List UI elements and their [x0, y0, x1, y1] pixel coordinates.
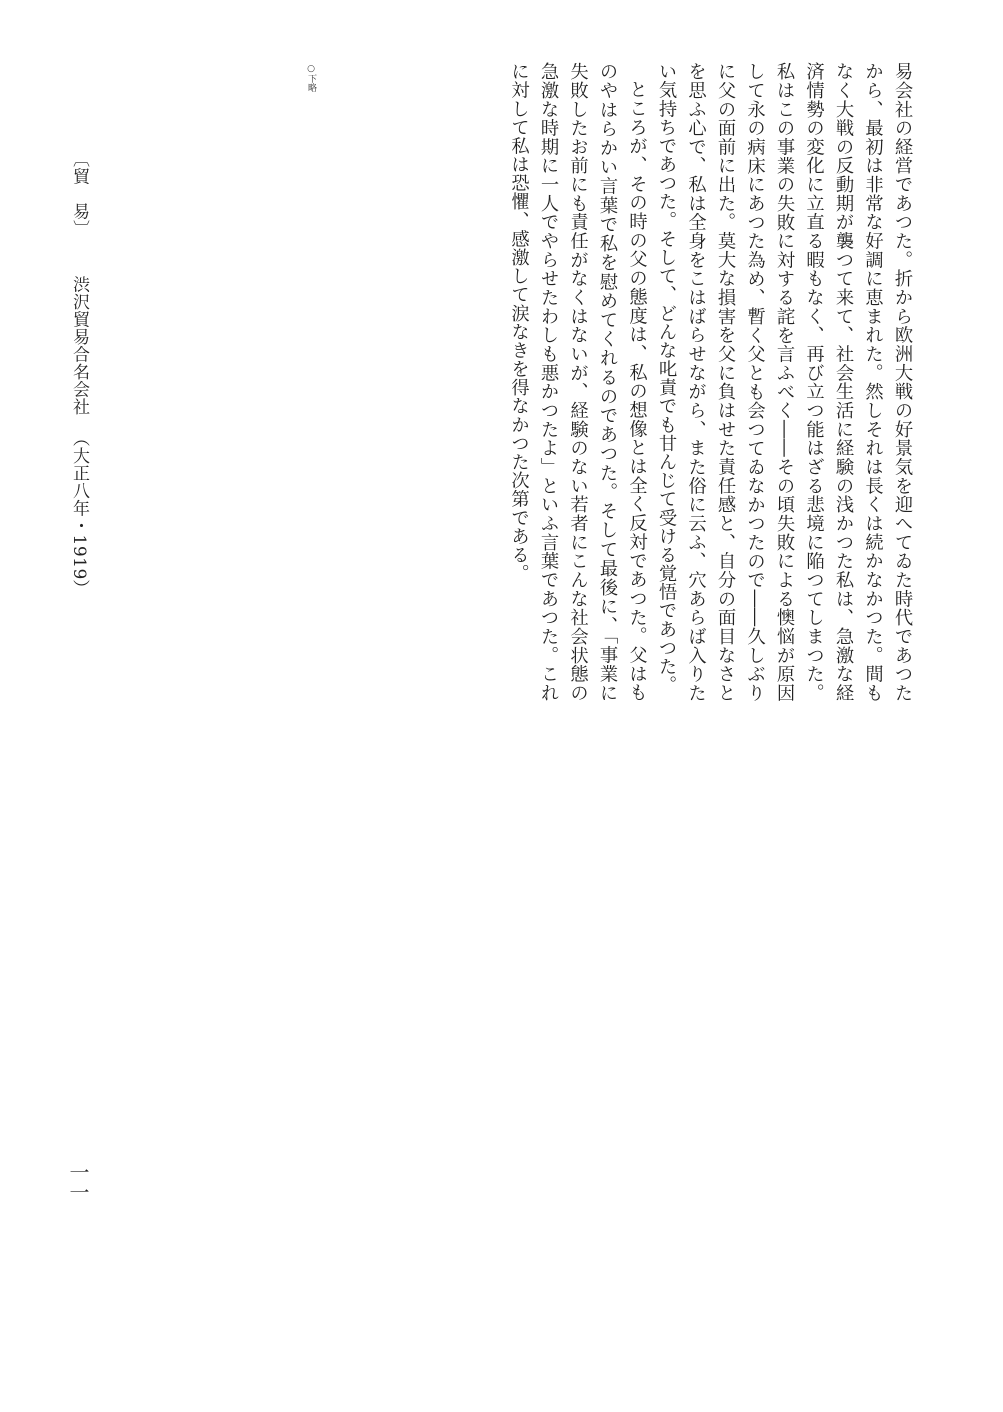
paragraph-2: ところが、その時の父の態度は、私の想像とは全く反対であつた。父はものやはらかい言葉で私を慰めてくれるのであつた。そして最後に、「事業に失敗したお前にも責任がなくはないが、経験のない若者にこんな社会状態の急激な時期に一人でやらせたわしも悪かつたよ」といふ言葉であつた。これに対して私は恐懼、感激して涙なきを得なかつた次第である。 — [508, 62, 648, 702]
page-number: 一一 — [66, 1162, 90, 1202]
paragraph-1: 易会社の経営であつた。折から欧洲大戦の好景気を迎へてゐた時代であつたから、最初は非常な好調に恵まれた。然しそれは長くは続かなかつた。間もなく大戦の反動期が襲つて来て、社会生活に経験の浅かつた私は、急激な経済情勢の変化に立直る暇もなく、再び立つ能はざる悲境に陥つてしまつた。私はこの事業の失敗に対する詫を言ふべく――その頃失敗による懊悩が原因して永の病床にあつた為め、暫く父とも会つてゐなかつたので――久しぶりに父の面前に出た。莫大な損害を父に負はせた責任感と、自分の面目なさとを思ふ心で、私は全身をこはばらせながら、また俗に云ふ、穴あらば入りたい気持ちであつた。そして、どんな叱責でも甘んじて受ける覚悟であつた。 — [656, 62, 913, 702]
running-head-company: 渋沢貿易合名会社 — [69, 275, 89, 416]
omission-note: ○下略 — [306, 64, 316, 92]
main-text — [317, 62, 917, 702]
running-head-section: 〔貿 易〕 — [69, 150, 89, 238]
running-head — [67, 150, 91, 597]
running-head-year: （大正八年・1919） — [69, 429, 89, 598]
